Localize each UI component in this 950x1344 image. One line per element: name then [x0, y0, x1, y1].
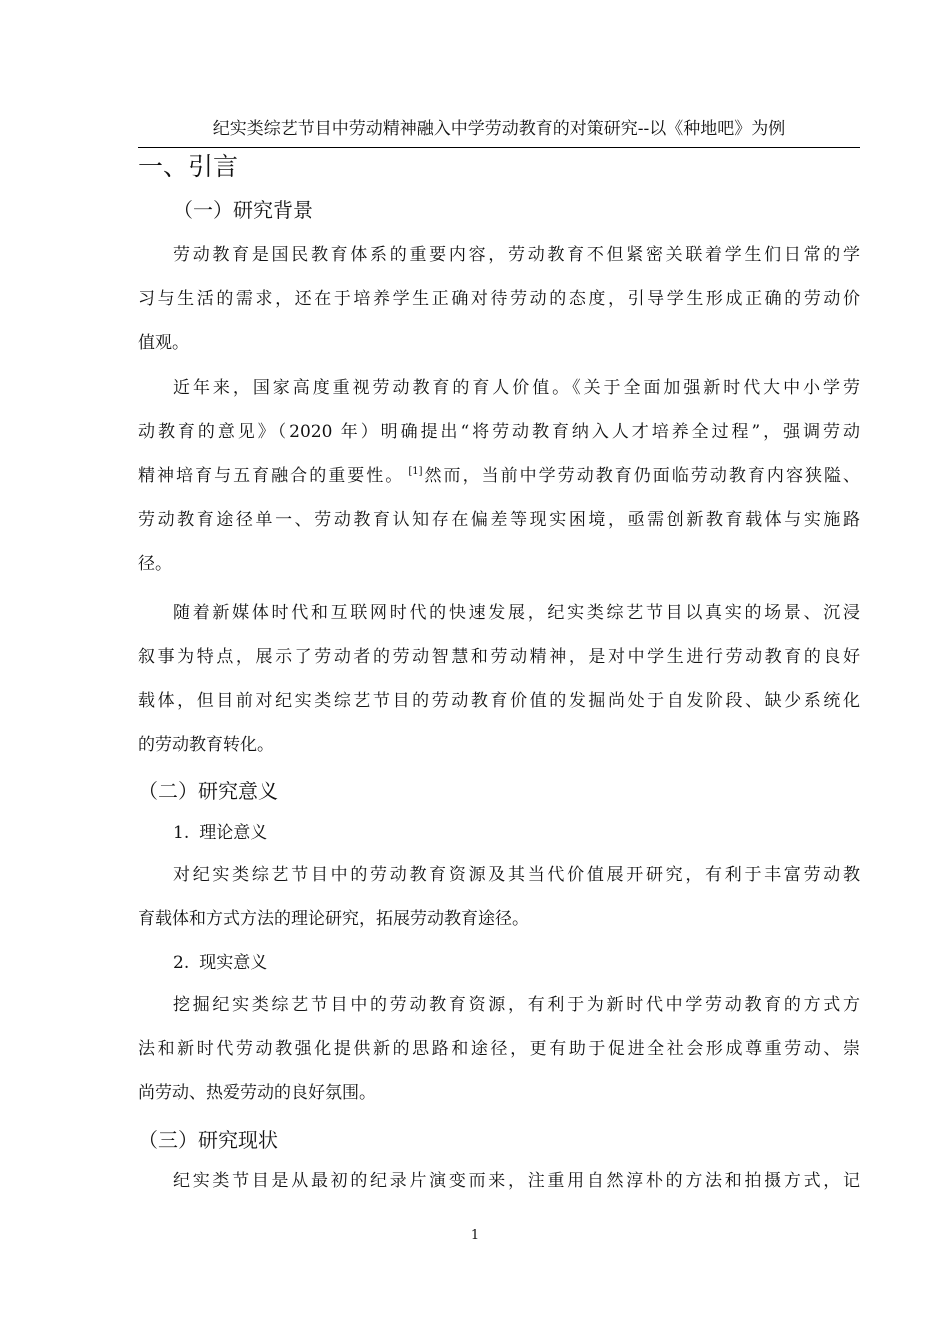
paragraph-line: 径。 [138, 554, 172, 574]
paragraph-status-1 [138, 1159, 860, 1203]
paragraph-line: 载体，但目前对纪实类综艺节目的劳动教育价值的发掘尚处于自发阶段、缺少系统化 [138, 691, 860, 711]
paragraph-line: 近年来，国家高度重视劳动教育的育人价值。《关于全面加强新时代大中小学劳 [173, 378, 860, 398]
paragraph-line: 育载体和方式方法的理论研究，拓展劳动教育途径。 [138, 909, 529, 929]
paragraph-line: 劳动教育是国民教育体系的重要内容，劳动教育不但紧密关联着学生们日常的学 [173, 245, 860, 265]
paragraph-line: 值观。 [138, 333, 189, 353]
paragraph-practical-significance [138, 983, 860, 1115]
paragraph-line: 法和新时代劳动教强化提供新的思路和途径，更有助于促进全社会形成尊重劳动、崇 [138, 1039, 860, 1059]
header-rule [138, 147, 860, 148]
paragraph-line: 叙事为特点，展示了劳动者的劳动智慧和劳动精神，是对中学生进行劳动教育的良好 [138, 647, 860, 667]
paragraph-line: 动教育的意见》（2020 年）明确提出“将劳动教育纳入人才培养全过程”，强调劳动 [138, 422, 860, 442]
page-number: 1 [470, 1228, 480, 1243]
list-number: 2. [173, 953, 190, 973]
subsection-heading-background: （一）研究背景 [173, 198, 313, 222]
paragraph-background-2 [138, 366, 860, 586]
subsection-heading-significance: （二）研究意义 [138, 779, 278, 803]
paragraph-line: 挖掘纪实类综艺节目中的劳动教育资源，有利于为新时代中学劳动教育的方式方 [173, 995, 860, 1015]
list-number: 1. [173, 823, 190, 843]
paragraph-line: 随着新媒体时代和互联网时代的快速发展，纪实类综艺节目以真实的场景、沉浸 [173, 603, 860, 623]
subsection-heading-status: （三）研究现状 [138, 1128, 278, 1152]
text-after-citation: 然而，当前中学劳动教育仍面临劳动教育内容狭隘、 [422, 466, 860, 486]
paragraph-theoretical-significance [138, 853, 860, 941]
paragraph-line: 尚劳动、热爱劳动的良好氛围。 [138, 1083, 376, 1103]
subheading-theoretical-significance [173, 821, 267, 845]
paragraph-line: 劳动教育途径单一、劳动教育认知存在偏差等现实困境，亟需创新教育载体与实施路 [138, 510, 860, 530]
text-before-citation: 精神培育与五育融合的重要性。 [138, 466, 405, 486]
paragraph-line-with-citation [138, 454, 860, 498]
paragraph-line: 对纪实类综艺节目中的劳动教育资源及其当代价值展开研究，有利于丰富劳动教 [173, 865, 860, 885]
paragraph-background-3 [138, 591, 860, 767]
running-header: 纪实类综艺节目中劳动精神融入中学劳动教育的对策研究--以《种地吧》为例 [212, 119, 786, 139]
subheading-practical-significance [173, 951, 267, 975]
subheading-text: 现实意义 [199, 953, 268, 973]
subheading-text: 理论意义 [199, 823, 268, 843]
section-heading-introduction: 一、引言 [138, 152, 239, 181]
paragraph-line: 习与生活的需求，还在于培养学生正确对待劳动的态度，引导学生形成正确的劳动价 [138, 289, 860, 309]
citation-reference: [1] [408, 466, 423, 477]
paragraph-line: 纪实类节目是从最初的纪录片演变而来，注重用自然淳朴的方法和拍摄方式，记 [173, 1171, 860, 1191]
paragraph-background-1 [138, 233, 860, 365]
paragraph-line: 的劳动教育转化。 [138, 735, 274, 755]
